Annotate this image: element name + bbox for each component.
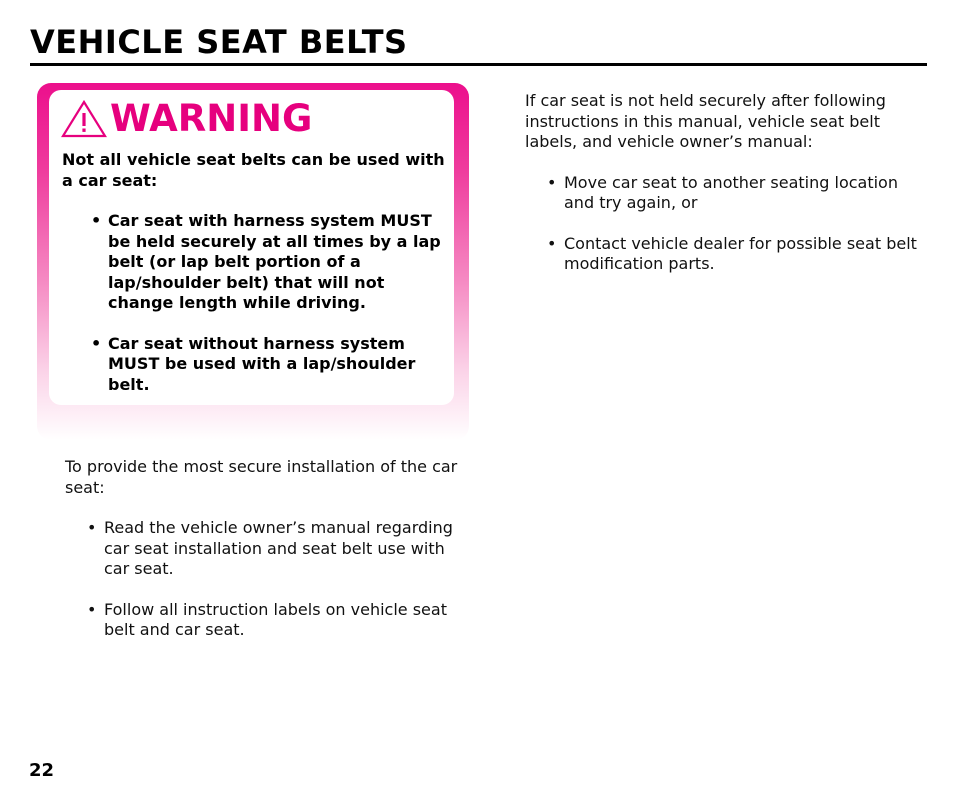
bullet-icon: •	[91, 211, 102, 230]
left-bullet-1	[87, 518, 465, 580]
title-divider	[30, 63, 927, 66]
bullet-icon: •	[87, 599, 97, 619]
left-bullet-list	[87, 518, 465, 641]
warning-bullet-2	[91, 333, 447, 396]
warning-heading: WARNING	[110, 97, 313, 140]
warning-body	[62, 150, 447, 395]
bullet-icon: •	[91, 333, 102, 353]
left-bullet-text: Follow all instruction labels on vehicle seat belt and car seat.	[104, 599, 447, 639]
right-intro: If car seat is not held securely after following instructions in this manual, vehicle seat belt labels, and vehicle owner’s manual:	[525, 91, 886, 151]
left-bullet-text: Read the vehicle owner’s manual regarding car seat installation and seat belt use with car seat.	[104, 518, 453, 578]
warning-header	[60, 96, 312, 142]
right-bullet-2	[547, 233, 925, 275]
left-column-text	[65, 457, 465, 641]
bullet-icon: •	[547, 233, 557, 253]
right-column-text	[525, 91, 925, 275]
right-bullet-1	[547, 172, 925, 214]
warning-bullet-text: Car seat without harness system MUST be used with a lap/shoulder belt.	[108, 333, 416, 394]
bullet-icon: •	[547, 172, 557, 192]
warning-bullet-list	[91, 211, 447, 395]
right-bullet-list	[547, 172, 925, 275]
left-intro: To provide the most secure installation of the car seat:	[65, 457, 458, 497]
page-title: VEHICLE SEAT BELTS	[30, 23, 408, 61]
left-bullet-2	[87, 599, 465, 641]
warning-bullet-1	[91, 211, 447, 314]
warning-intro: Not all vehicle seat belts can be used with a car seat:	[62, 150, 445, 190]
right-bullet-text: Contact vehicle dealer for possible seat belt modification parts.	[564, 233, 917, 273]
right-bullet-text: Move car seat to another seating location and try again, or	[564, 172, 898, 212]
warning-triangle-icon	[60, 99, 108, 139]
bullet-icon: •	[87, 518, 97, 537]
warning-bullet-text: Car seat with harness system MUST be held securely at all times by a lap belt (or lap belt portion of a lap/shoulder belt) that will not change length while driving.	[108, 211, 441, 312]
page-number: 22	[29, 760, 55, 781]
